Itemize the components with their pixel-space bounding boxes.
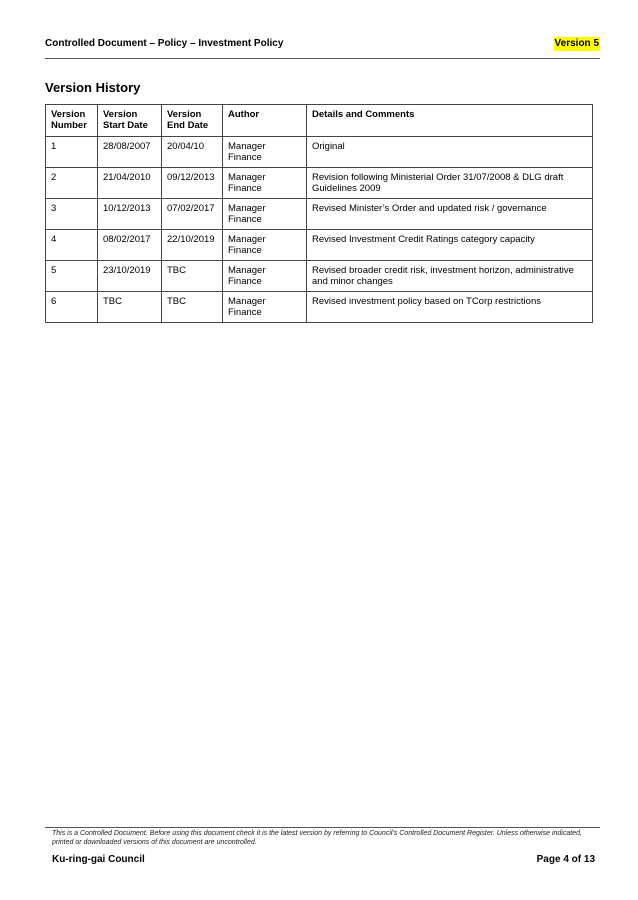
organisation-name: Ku-ring-gai Council bbox=[52, 854, 145, 865]
cell-details: Revised Investment Credit Ratings category capacity bbox=[307, 230, 593, 261]
column-header-start-date: Version Start Date bbox=[98, 105, 162, 137]
section-title: Version History bbox=[45, 80, 141, 95]
column-header-end-date: Version End Date bbox=[162, 105, 223, 137]
cell-start-date: 10/12/2013 bbox=[98, 199, 162, 230]
table-row bbox=[46, 137, 593, 168]
header-divider bbox=[45, 58, 600, 59]
document-title: Controlled Document – Policy – Investment Policy bbox=[45, 38, 284, 49]
cell-start-date: 21/04/2010 bbox=[98, 168, 162, 199]
column-header-author: Author bbox=[223, 105, 307, 137]
footer-divider bbox=[45, 827, 600, 828]
cell-end-date: TBC bbox=[162, 261, 223, 292]
cell-start-date: 28/08/2007 bbox=[98, 137, 162, 168]
cell-end-date: 09/12/2013 bbox=[162, 168, 223, 199]
cell-end-date: 07/02/2017 bbox=[162, 199, 223, 230]
cell-version-number: 5 bbox=[46, 261, 98, 292]
table-row bbox=[46, 292, 593, 323]
table-row bbox=[46, 168, 593, 199]
table-row bbox=[46, 230, 593, 261]
column-header-details: Details and Comments bbox=[307, 105, 593, 137]
cell-version-number: 3 bbox=[46, 199, 98, 230]
cell-end-date: TBC bbox=[162, 292, 223, 323]
cell-start-date: 23/10/2019 bbox=[98, 261, 162, 292]
table-row bbox=[46, 261, 593, 292]
controlled-document-notice: This is a Controlled Document. Before using this document check it is the latest version by referring to Council’s Controlled Document Register. Unless otherwise indicated, printed or downloaded versions of this document are uncontrolled. bbox=[52, 830, 582, 846]
cell-details: Revised broader credit risk, investment horizon, administrative and minor changes bbox=[307, 261, 593, 292]
cell-end-date: 20/04/10 bbox=[162, 137, 223, 168]
cell-details: Original bbox=[307, 137, 593, 168]
cell-author: Manager Finance bbox=[223, 292, 307, 323]
cell-author: Manager Finance bbox=[223, 261, 307, 292]
cell-version-number: 1 bbox=[46, 137, 98, 168]
page-footer bbox=[52, 853, 595, 866]
cell-version-number: 2 bbox=[46, 168, 98, 199]
table-header-row bbox=[46, 105, 593, 137]
cell-author: Manager Finance bbox=[223, 230, 307, 261]
cell-author: Manager Finance bbox=[223, 199, 307, 230]
cell-details: Revised investment policy based on TCorp restrictions bbox=[307, 292, 593, 323]
cell-details: Revised Minister’s Order and updated risk / governance bbox=[307, 199, 593, 230]
column-header-version-number: Version Number bbox=[46, 105, 98, 137]
cell-author: Manager Finance bbox=[223, 137, 307, 168]
cell-details: Revision following Ministerial Order 31/07/2008 & DLG draft Guidelines 2009 bbox=[307, 168, 593, 199]
table-row bbox=[46, 199, 593, 230]
version-badge: Version 5 bbox=[554, 38, 599, 49]
cell-start-date: TBC bbox=[98, 292, 162, 323]
cell-author: Manager Finance bbox=[223, 168, 307, 199]
cell-version-number: 6 bbox=[46, 292, 98, 323]
cell-version-number: 4 bbox=[46, 230, 98, 261]
page-header bbox=[45, 37, 600, 51]
version-history-table bbox=[45, 104, 593, 323]
page-number: Page 4 of 13 bbox=[536, 854, 595, 865]
cell-start-date: 08/02/2017 bbox=[98, 230, 162, 261]
cell-end-date: 22/10/2019 bbox=[162, 230, 223, 261]
